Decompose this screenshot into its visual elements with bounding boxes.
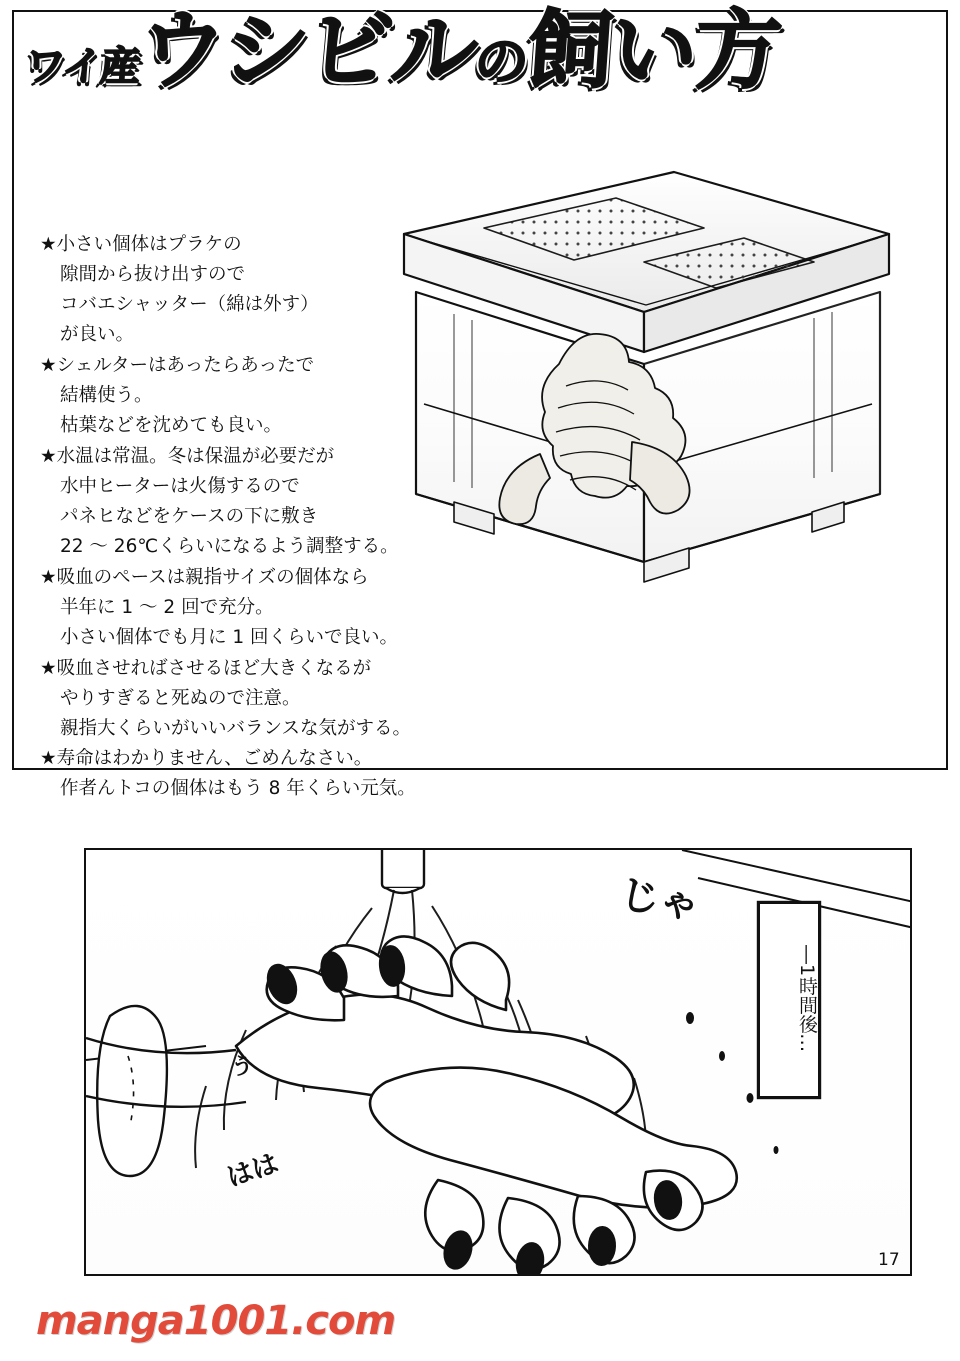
title-part-no: の bbox=[472, 30, 529, 93]
note-line: コバエシャッター（綿は外す） bbox=[60, 293, 319, 315]
note-line: ★吸血のペースは親指サイズの個体なら bbox=[40, 566, 369, 588]
note-line: 枯葉などを沈めても良い。 bbox=[60, 414, 283, 436]
note-line: 作者んトコの個体はもう 8 年くらい元気。 bbox=[60, 778, 416, 800]
title-part-pre: ワイ産 bbox=[23, 44, 140, 90]
note-line: ★水温は常温。冬は保温が必要だが bbox=[40, 445, 335, 467]
sfx-u: う bbox=[231, 1055, 254, 1080]
note-item bbox=[40, 351, 560, 441]
note-line: やりすぎると死ぬので注意。 bbox=[60, 687, 301, 709]
title-part-main: ウシビル bbox=[135, 1, 479, 101]
note-item bbox=[40, 654, 560, 744]
note-line: 隙間から抜け出すので bbox=[60, 263, 246, 285]
sfx-ja: じゃ bbox=[616, 871, 703, 929]
note-line: 半年に 1 〜 2 回で充分。 bbox=[60, 596, 274, 618]
note-line: ★吸血させればさせるほど大きくなるが bbox=[40, 657, 372, 679]
note-line: ★シェルターはあったらあったで bbox=[40, 354, 315, 376]
top-panel bbox=[12, 1, 948, 800]
note-line: ★寿命はわかりません、ごめんなさい。 bbox=[40, 748, 373, 770]
note-line: が良い。 bbox=[60, 323, 135, 345]
bottom-panel bbox=[84, 848, 912, 1276]
note-line: 親指大くらいがいいバランスな気がする。 bbox=[60, 717, 411, 739]
note-line: パネヒなどをケースの下に敷き bbox=[60, 505, 319, 527]
note-line: ★小さい個体はプラケの bbox=[40, 234, 242, 255]
note-item bbox=[40, 744, 560, 804]
note-item bbox=[40, 230, 560, 350]
note-line: 結構使う。 bbox=[60, 384, 153, 406]
note-item bbox=[40, 442, 560, 562]
note-line: 小さい個体でも月に 1 回くらいで良い。 bbox=[60, 626, 399, 648]
page-number: 17 bbox=[878, 1250, 900, 1270]
caption-text: ―1時間後… bbox=[796, 945, 818, 1053]
note-line: 22 〜 26℃くらいになるよう調整する。 bbox=[60, 535, 399, 557]
note-item bbox=[40, 563, 560, 653]
watermark: manga1001.com bbox=[36, 1298, 396, 1344]
caption-box bbox=[758, 902, 820, 1098]
note-line: 水中ヒーターは火傷するので bbox=[60, 475, 300, 497]
sfx-haha: はは bbox=[223, 1148, 283, 1194]
care-notes-list bbox=[40, 230, 560, 805]
title-part-post: 飼い方 bbox=[523, 1, 783, 101]
